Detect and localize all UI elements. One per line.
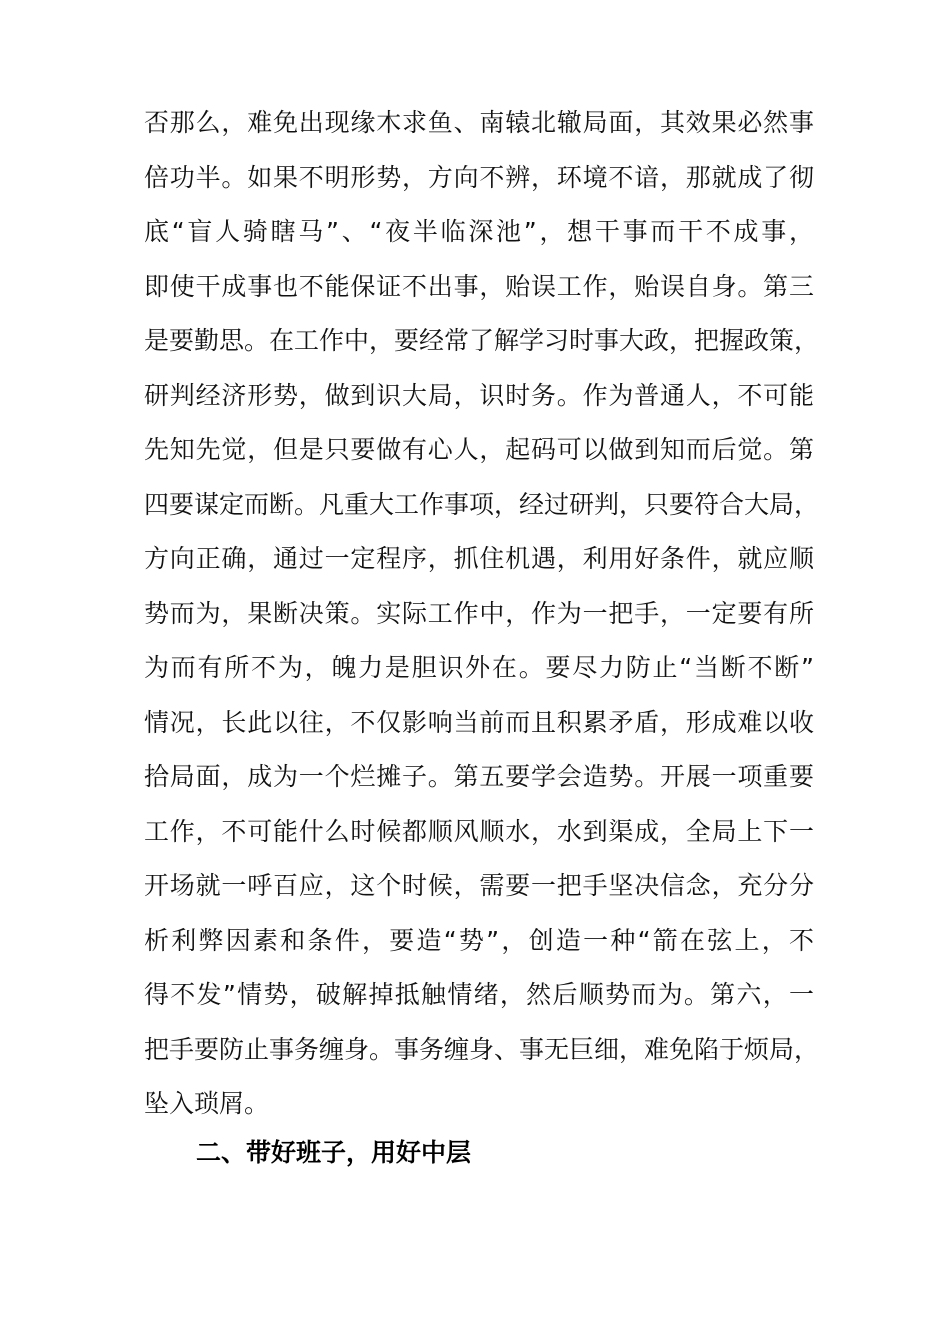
paragraph-line: 倍功半。如果不明形势，方向不辨，环境不谙，那就成了彻 bbox=[144, 162, 814, 192]
paragraph-line: 开场就一呼百应，这个时候，需要一把手坚决信念，充分分 bbox=[144, 871, 814, 900]
paragraph-line: 势而为，果断决策。实际工作中，作为一把手，一定要有所 bbox=[144, 598, 814, 628]
paragraph-line: 是要勤思。在工作中，要经常了解学习时事大政，把握政策， bbox=[144, 326, 820, 355]
paragraph-line: 为而有所不为，魄力是胆识外在。要尽力防止“当断不断” bbox=[144, 653, 814, 682]
paragraph-line: 坠入琐屑。 bbox=[144, 1089, 270, 1118]
paragraph-line: 情况，长此以往，不仅影响当前而且积累矛盾，形成难以收 bbox=[144, 707, 814, 737]
paragraph-line: 得不发”情势，破解掉抵触情绪，然后顺势而为。第六，一 bbox=[144, 980, 814, 1009]
paragraph-line: 把手要防止事务缠身。事务缠身、事无巨细，难免陷于烦局， bbox=[144, 1034, 820, 1064]
paragraph-line: 底“盲人骑瞎马”、“夜半临深池”，想干事而干不成事， bbox=[144, 217, 814, 246]
paragraph-line: 析利弊因素和条件，要造“势”，创造一种“箭在弦上，不 bbox=[144, 925, 814, 955]
body-paragraph bbox=[144, 96, 820, 1132]
paragraph-line: 否那么，难免出现缘木求鱼、南辕北辙局面，其效果必然事 bbox=[144, 108, 814, 137]
paragraph-line: 四要谋定而断。凡重大工作事项，经过研判，只要符合大局， bbox=[144, 489, 820, 519]
paragraph-line: 即使干成事也不能保证不出事，贻误工作，贻误自身。第三 bbox=[144, 271, 814, 301]
paragraph-line: 研判经济形势，做到识大局，识时务。作为普通人，不可能 bbox=[144, 380, 814, 410]
paragraph-line: 拾局面，成为一个烂摊子。第五要学会造势。开展一项重要 bbox=[144, 762, 814, 791]
paragraph-line: 工作，不可能什么时候都顺风顺水，水到渠成，全局上下一 bbox=[144, 816, 814, 846]
paragraph-line: 先知先觉，但是只要做有心人，起码可以做到知而后觉。第 bbox=[144, 435, 814, 464]
paragraph-line: 方向正确，通过一定程序，抓住机遇，利用好条件，就应顺 bbox=[144, 544, 814, 573]
section-heading: 二、带好班子，用好中层 bbox=[196, 1138, 472, 1167]
